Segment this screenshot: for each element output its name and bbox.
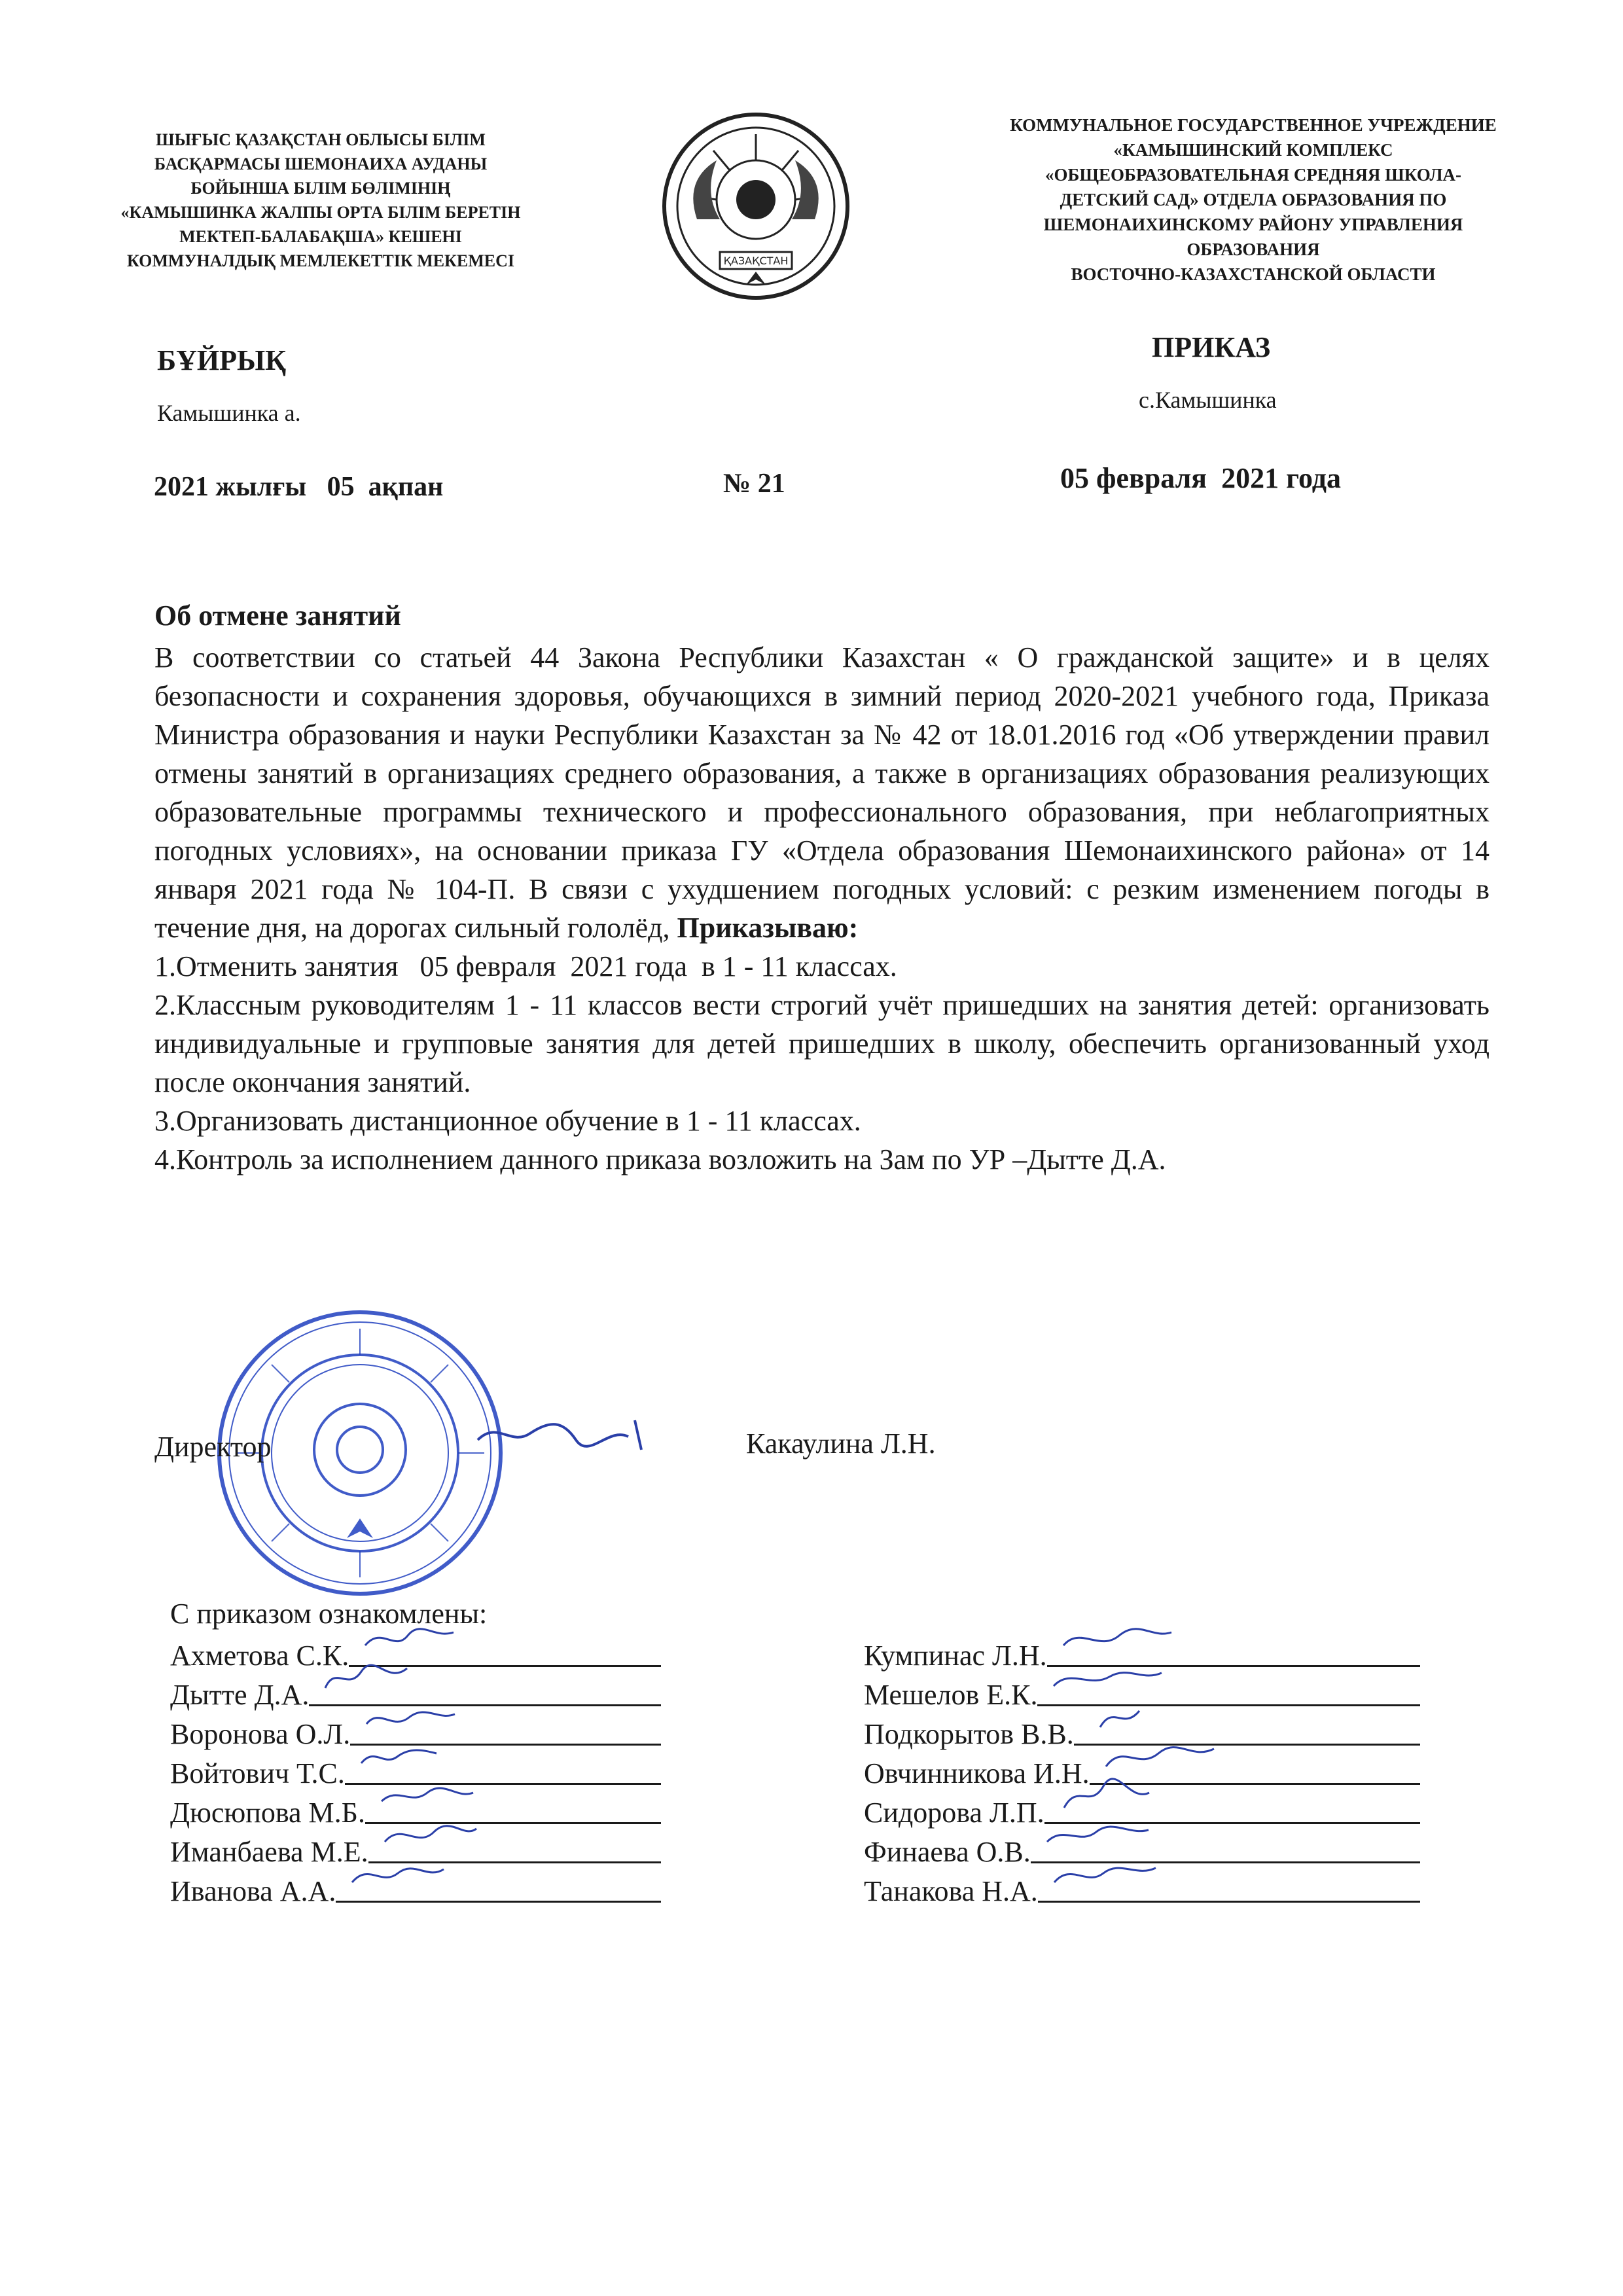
order-word: Приказываю: <box>677 912 859 944</box>
signer-name: Танакова Н.А. <box>864 1875 1038 1907</box>
header-ru-line: ДЕТСКИЙ САД» ОТДЕЛА ОБРАЗОВАНИЯ ПО <box>1060 190 1447 209</box>
header-ru-block <box>929 113 1577 287</box>
signer-name: Ахметова С.К. <box>170 1640 349 1672</box>
acknowledgement-title: С приказом ознакомлены: <box>170 1598 488 1630</box>
header-kz-line: МЕКТЕП-БАЛАБАҚША» КЕШЕНІ <box>179 227 462 246</box>
order-date-ru: 05 февраля 2021 года <box>1060 462 1341 494</box>
signer-name: Иманбаева М.Е. <box>170 1836 368 1868</box>
signature-row <box>864 1790 1453 1829</box>
signer-name: Кумпинас Л.Н. <box>864 1640 1047 1672</box>
header-ru-line: ОБРАЗОВАНИЯ <box>1186 240 1320 259</box>
signature-row <box>170 1869 694 1908</box>
signature-line <box>1038 1874 1420 1903</box>
order-date-kz: 2021 жылғы 05 ақпан <box>154 472 444 502</box>
header-kz-line: «КАМЫШИНКА ЖАЛПЫ ОРТА БІЛІМ БЕРЕТІН <box>120 203 521 222</box>
paragraph-text: В соответствии со статьей 44 Закона Республики Казахстан « О гражданской защите» и в целях безопасности и сохранения здоровья, обучающихся в зимний период 2020-2021 учебного года, Приказа Министра образования и науки Республики Казахстан за № 42 от 18.01.2016 год «Об утверждении правил отмены занятий в организациях среднего образования, а также в организациях образования реализующих образовательные программы технического и профессионального образования, при неблагоприятных погодных условиях», на основании приказа ГУ «Отдела образования Шемонаихинского района» от 14 января 2021 года № 104-П. В связи с ухудшением погодных условий: с резким изменением погоды в течение дня, на дорогах сильный гололёд, <box>154 641 1489 944</box>
order-title-kz: БҰЙРЫҚ <box>157 344 287 376</box>
header-ru-line: КОММУНАЛЬНОЕ ГОСУДАРСТВЕННОЕ УЧРЕЖДЕНИЕ <box>1010 115 1497 135</box>
signer-name: Финаева О.В. <box>864 1836 1031 1868</box>
signature-line <box>309 1678 661 1706</box>
emblem-text: ҚАЗАҚСТАН <box>723 255 789 267</box>
signer-name: Дытте Д.А. <box>170 1679 310 1711</box>
signer-name: Подкорытов В.В. <box>864 1718 1074 1750</box>
order-item: 2.Классным руководителям 1 - 11 классов вести строгий учёт пришедших на занятия детей: организовать индивидуальные и групповые занятия для детей пришедших в школу, обеспечить организованный уход после окончания занятий. <box>154 989 1489 1098</box>
acknowledgement-right-column <box>864 1633 1453 1908</box>
order-item: 3.Организовать дистанционное обучение в 1 - 11 классах. <box>154 1105 861 1137</box>
order-place-kz: Камышинка а. <box>157 400 301 426</box>
header-kz-line: ШЫҒЫС ҚАЗАҚСТАН ОБЛЫСЫ БІЛІМ <box>156 130 486 149</box>
header-ru-line: ШЕМОНАИХИНСКОМУ РАЙОНУ УПРАВЛЕНИЯ <box>1043 215 1463 234</box>
signature-row <box>864 1869 1453 1908</box>
signature-row <box>864 1751 1453 1790</box>
order-item: 4.Контроль за исполнением данного приказа возложить на Зам по УР –Дытте Д.А. <box>154 1143 1166 1175</box>
director-label: Директор <box>154 1431 272 1463</box>
order-number: № 21 <box>723 469 785 499</box>
header-kz-line: БАСҚАРМАСЫ ШЕМОНАИХА АУДАНЫ <box>154 154 488 173</box>
order-subject: Об отмене занятий <box>154 600 401 632</box>
signer-name: Дюсюпова М.Б. <box>170 1797 365 1829</box>
signature-line <box>336 1874 661 1903</box>
header-ru-line: ВОСТОЧНО-КАЗАХСТАНСКОЙ ОБЛАСТИ <box>1071 264 1436 284</box>
order-body <box>154 638 1489 1179</box>
signer-name: Овчинникова И.Н. <box>864 1757 1090 1789</box>
header-kz-line: БОЙЫНША БІЛІМ БӨЛІМІНІҢ <box>190 179 451 198</box>
header-ru-line: «ОБЩЕОБРАЗОВАТЕЛЬНАЯ СРЕДНЯЯ ШКОЛА- <box>1045 165 1461 185</box>
order-paragraph <box>154 638 1489 947</box>
header-ru-line: «КАМЫШИНСКИЙ КОМПЛЕКС <box>1113 140 1393 160</box>
signer-name: Сидорова Л.П. <box>864 1797 1044 1829</box>
acknowledgement-left-column <box>170 1633 694 1908</box>
order-place-ru: с.Камышинка <box>1139 387 1277 413</box>
order-item: 1.Отменить занятия 05 февраля 2021 года в 1 - 11 классах. <box>154 950 897 982</box>
signature-row <box>170 1633 694 1672</box>
signer-name: Воронова О.Л. <box>170 1718 351 1750</box>
signer-name: Иванова А.А. <box>170 1875 336 1907</box>
kazakhstan-emblem-icon <box>658 108 854 304</box>
header-kz-block <box>59 128 582 273</box>
order-title-ru: ПРИКАЗ <box>1152 331 1271 363</box>
director-name: Какаулина Л.Н. <box>746 1427 936 1460</box>
signer-name: Мешелов Е.К. <box>864 1679 1038 1711</box>
signer-name: Войтович Т.С. <box>170 1757 345 1789</box>
header-kz-line: КОММУНАЛДЫҚ МЕМЛЕКЕТТІК МЕКЕМЕСІ <box>126 251 515 270</box>
director-signature-icon <box>471 1401 668 1466</box>
